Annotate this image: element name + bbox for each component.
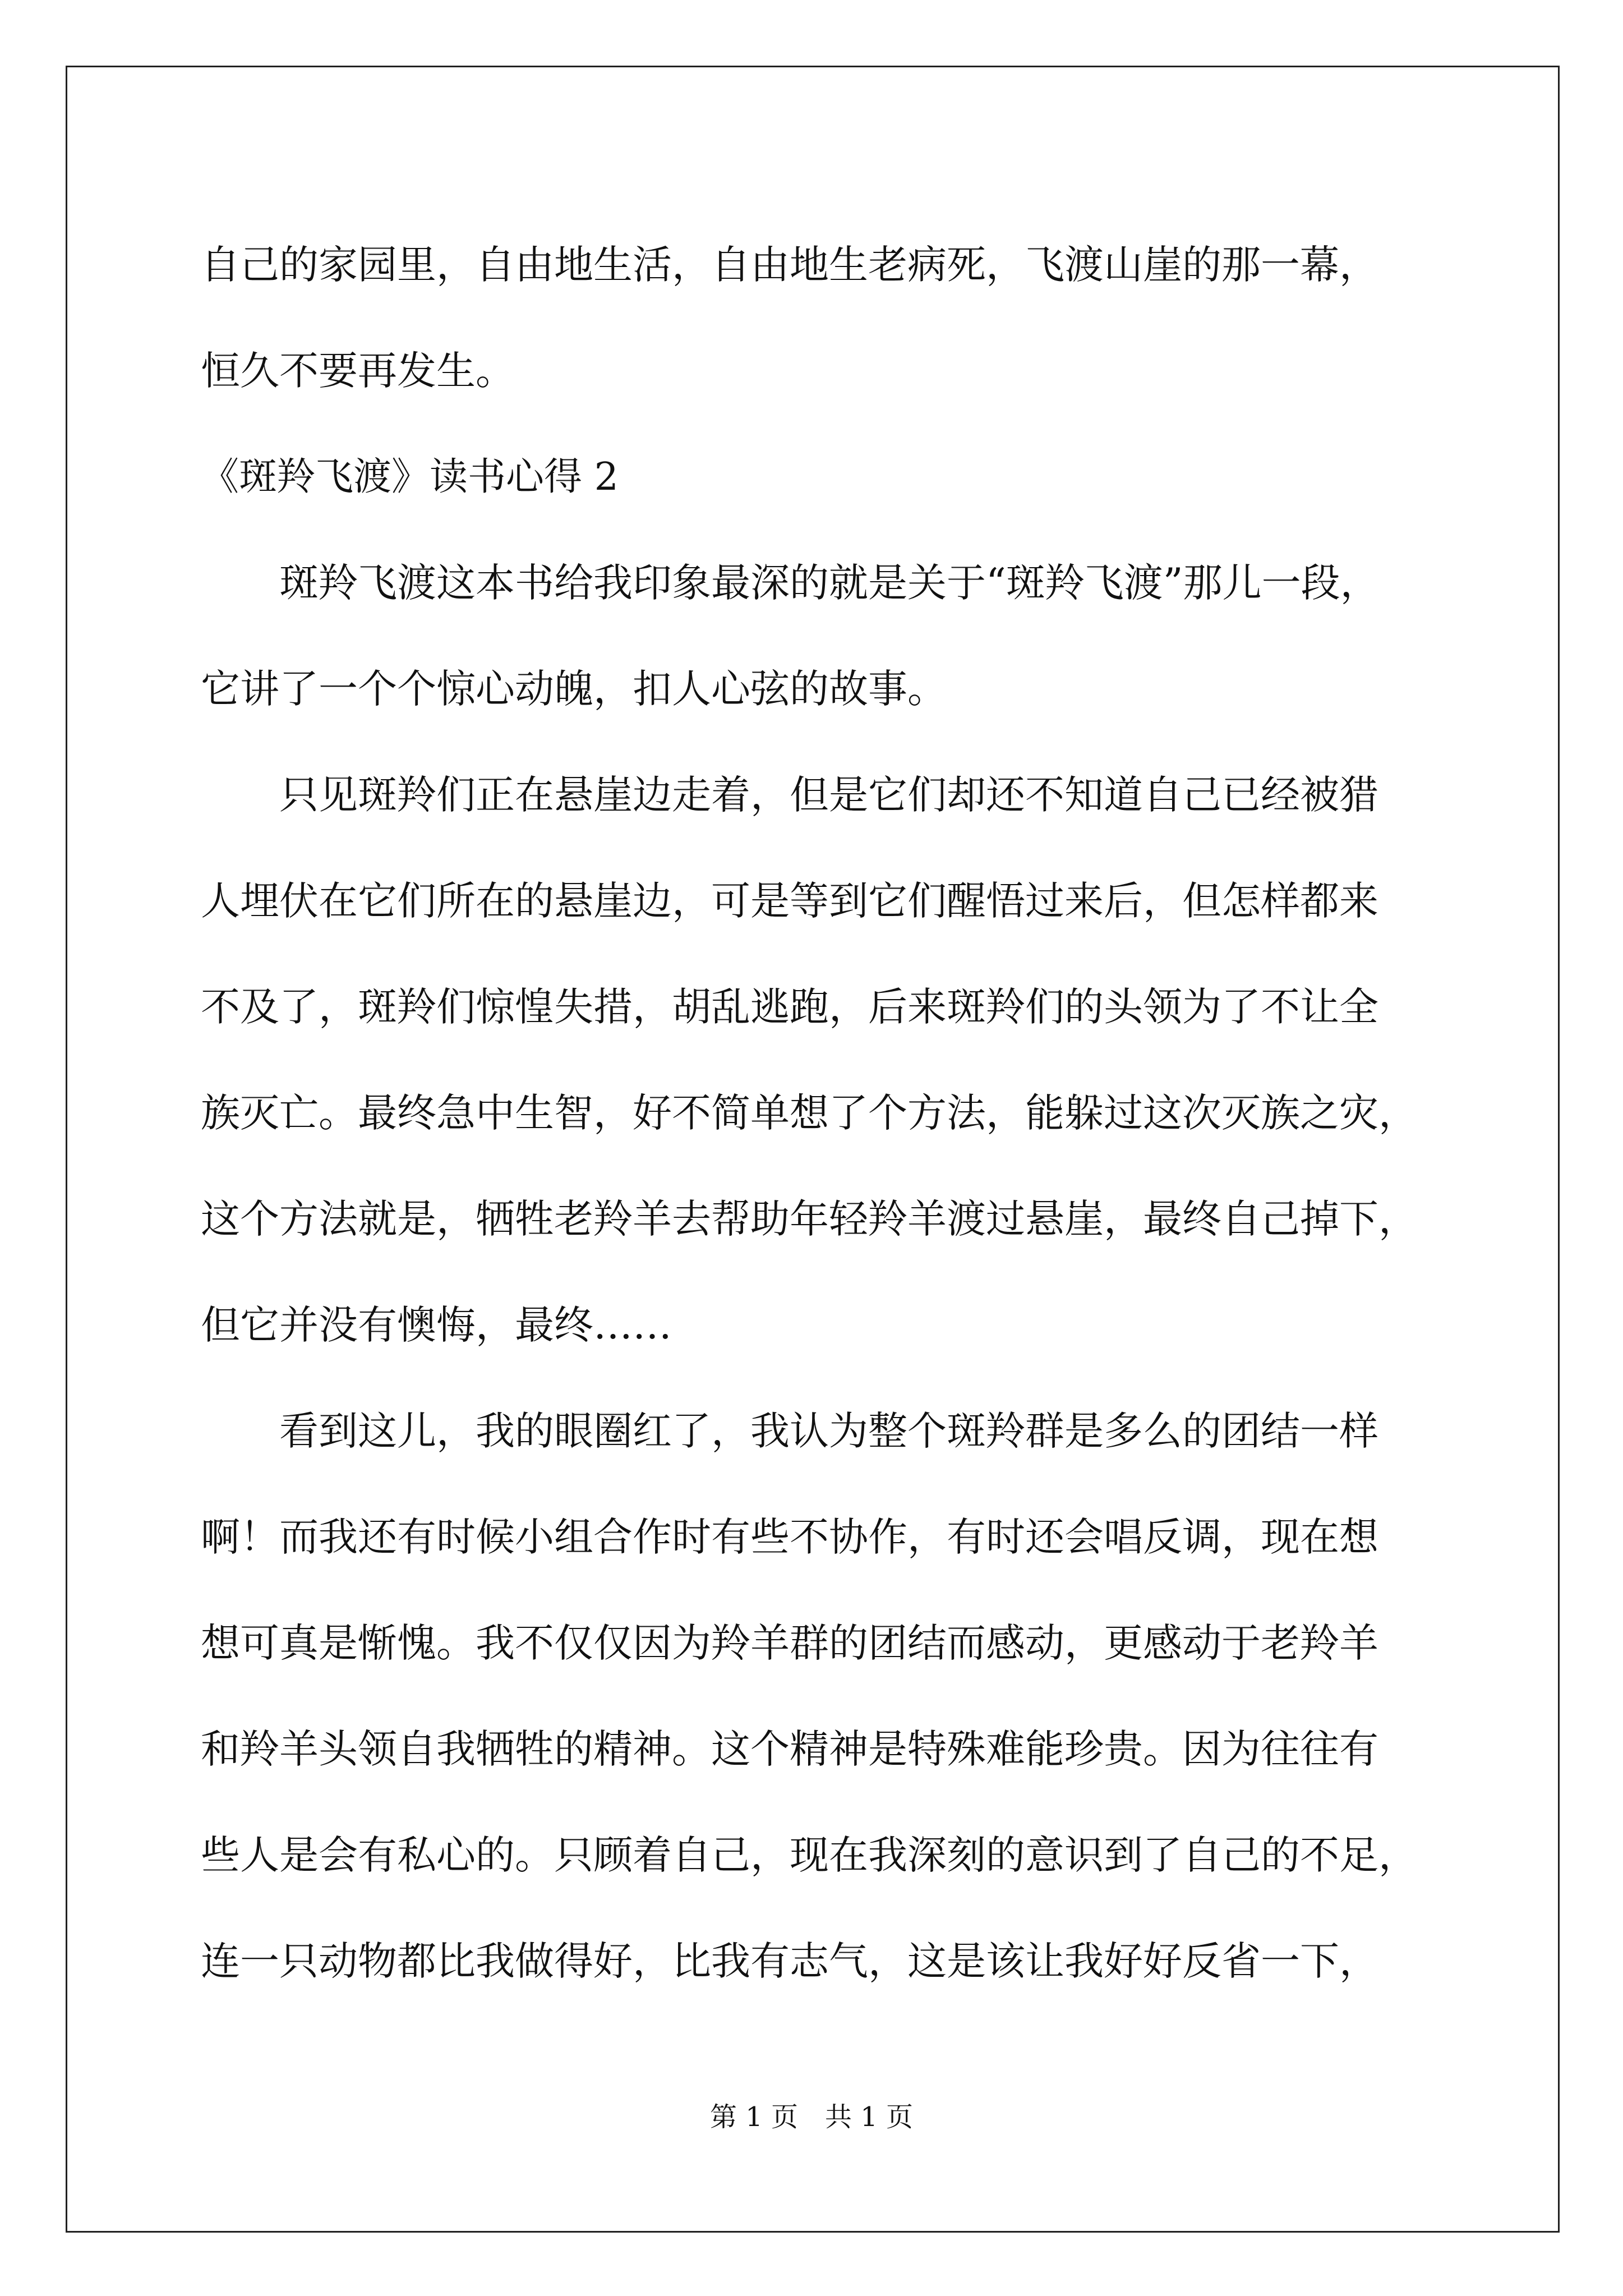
text-line: 和羚羊头领自我牺牲的精神。这个精神是特殊难能珍贵。因为往往有: [201, 1726, 1378, 1772]
text-line: 想可真是惭愧。我不仅仅因为羚羊群的团结而感动，更感动于老羚羊: [201, 1620, 1378, 1666]
text-line: 不及了，斑羚们惊惶失措，胡乱逃跑，后来斑羚们的头领为了不让全: [201, 984, 1378, 1030]
text-line: 连一只动物都比我做得好，比我有志气，这是该让我好好反省一下，: [201, 1938, 1378, 1984]
text-line: 它讲了一个个惊心动魄，扣人心弦的故事。: [201, 666, 947, 712]
page-footer: 第 1 页 共 1 页: [709, 2101, 914, 2133]
paragraph-start: 看到这儿，我的眼圈红了，我认为整个斑羚群是多么的团结一样: [279, 1408, 1378, 1454]
text-line: 恒久不要再发生。: [201, 348, 515, 394]
text-line: 族灭亡。最终急中生智，好不简单想了个方法，能躲过这次灭族之灾，: [201, 1090, 1418, 1136]
text-line: 啊！而我还有时候小组合作时有些不协作，有时还会唱反调，现在想: [201, 1514, 1378, 1560]
paragraph-start: 只见斑羚们正在悬崖边走着，但是它们却还不知道自己已经被猎: [279, 772, 1378, 818]
text-line: 人埋伏在它们所在的悬崖边，可是等到它们醒悟过来后，但怎样都来: [201, 878, 1378, 924]
document-body: [201, 212, 1423, 2014]
text-line: 自己的家园里，自由地生活，自由地生老病死，飞渡山崖的那一幕，: [201, 242, 1378, 288]
text-line: 些人是会有私心的。只顾着自己，现在我深刻的意识到了自己的不足，: [201, 1832, 1418, 1878]
paragraph-start: 斑羚飞渡这本书给我印象最深的就是关于“斑羚飞渡”那儿一段，: [279, 560, 1380, 606]
text-line: 这个方法就是，牺牲老羚羊去帮助年轻羚羊渡过悬崖，最终自己掉下，: [201, 1196, 1418, 1242]
text-line: 但它并没有懊悔，最终……: [201, 1302, 672, 1348]
section-title: 《斑羚飞渡》读书心得 2: [201, 455, 619, 499]
